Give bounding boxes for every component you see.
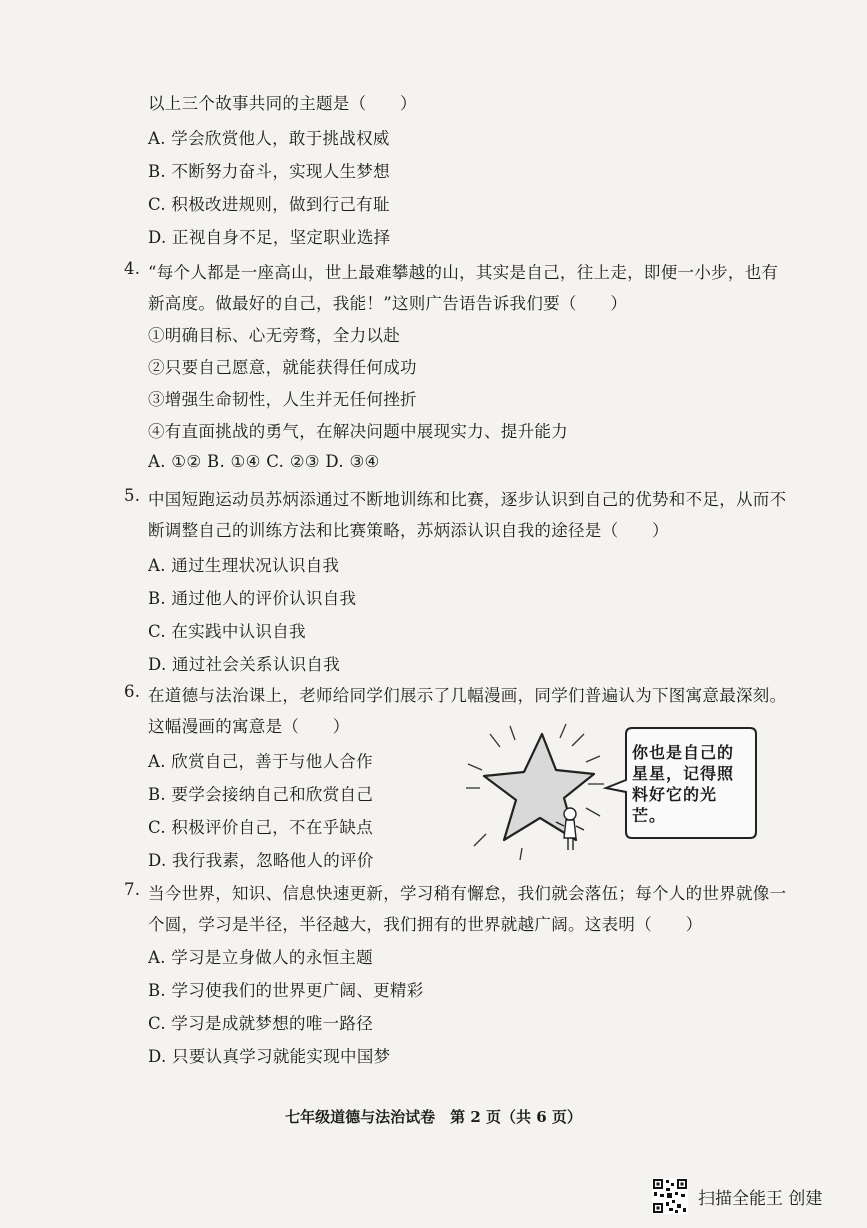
q5-option-d: D. 通过社会关系认识自我 [148, 655, 341, 674]
qr-code-icon [652, 1178, 688, 1214]
q5-option-a: A. 通过生理状况认识自我 [148, 556, 340, 575]
q7-number: 7. [124, 880, 141, 899]
q3-option-b: B. 不断努力奋斗，实现人生梦想 [148, 162, 390, 181]
q7-stem-line2: 个圆，学习是半径，半径越大，我们拥有的世界就越广阔。这表明（ ） [148, 915, 703, 934]
q4-statement-3: ③增强生命韧性，人生并无任何挫折 [148, 390, 417, 409]
q7-option-b: B. 学习使我们的世界更广阔、更精彩 [148, 981, 424, 1000]
q5-option-b: B. 通过他人的评价认识自我 [148, 589, 357, 608]
star-shape [484, 734, 594, 840]
q4-number: 4. [124, 259, 141, 278]
q6-stem-line2: 这幅漫画的寓意是（ ） [148, 717, 350, 736]
q7-stem-line1: 当今世界，知识、信息快速更新，学习稍有懈怠，我们就会落伍；每个人的世界就像一 [148, 884, 787, 903]
q6-option-a: A. 欣赏自己，善于与他人合作 [148, 752, 373, 771]
q4-stem-line2: 新高度。做最好的自己，我能！”这则广告语告诉我们要（ ） [148, 294, 628, 313]
q5-number: 5. [124, 486, 141, 505]
q5-stem-line2: 断调整自己的训练方法和比赛策略，苏炳添认识自我的途径是（ ） [148, 521, 669, 540]
q6-number: 6. [124, 682, 141, 701]
q7-option-c: C. 学习是成就梦想的唯一路径 [148, 1014, 374, 1033]
q6-option-d: D. 我行我素，忽略他人的评价 [148, 851, 374, 870]
q6-option-b: B. 要学会接纳自己和欣赏自己 [148, 785, 374, 804]
q3-option-c: C. 积极改进规则，做到行己有耻 [148, 195, 390, 214]
scanner-watermark-label: 扫描全能王 创建 [698, 1188, 823, 1209]
q4-choices: A. ①② B. ①④ C. ②③ D. ③④ [148, 452, 380, 471]
q7-option-d: D. 只要认真学习就能实现中国梦 [148, 1047, 391, 1066]
q4-statement-4: ④有直面挑战的勇气，在解决问题中展现实力、提升能力 [148, 422, 568, 441]
cartoon-speech-text: 你也是自己的星星，记得照料好它的光芒。 [632, 743, 735, 825]
q5-stem-line1: 中国短跑运动员苏炳添通过不断地训练和比赛，逐步认识到自己的优势和不足，从而不 [148, 490, 787, 509]
q3-option-a: A. 学会欣赏他人，敢于挑战权威 [148, 129, 390, 148]
q4-stem-line1: “每个人都是一座高山，世上最难攀越的山，其实是自己，往上走，即便一小步，也有 [148, 263, 779, 282]
q3-stem: 以上三个故事共同的主题是（ ） [148, 94, 417, 113]
q7-option-a: A. 学习是立身做人的永恒主题 [148, 948, 373, 967]
q5-option-c: C. 在实践中认识自我 [148, 622, 306, 641]
q6-stem-line1: 在道德与法治课上，老师给同学们展示了几幅漫画，同学们普遍认为下图寓意最深刻。 [148, 686, 787, 705]
q4-statement-2: ②只要自己愿意，就能获得任何成功 [148, 358, 417, 377]
q3-option-d: D. 正视自身不足，坚定职业选择 [148, 228, 391, 247]
page-footer: 七年级道德与法治试卷 第 2 页（共 6 页） [285, 1108, 582, 1126]
q4-statement-1: ①明确目标、心无旁骛，全力以赴 [148, 326, 400, 345]
scanner-watermark [652, 1178, 822, 1214]
q6-option-c: C. 积极评价自己，不在乎缺点 [148, 818, 374, 837]
